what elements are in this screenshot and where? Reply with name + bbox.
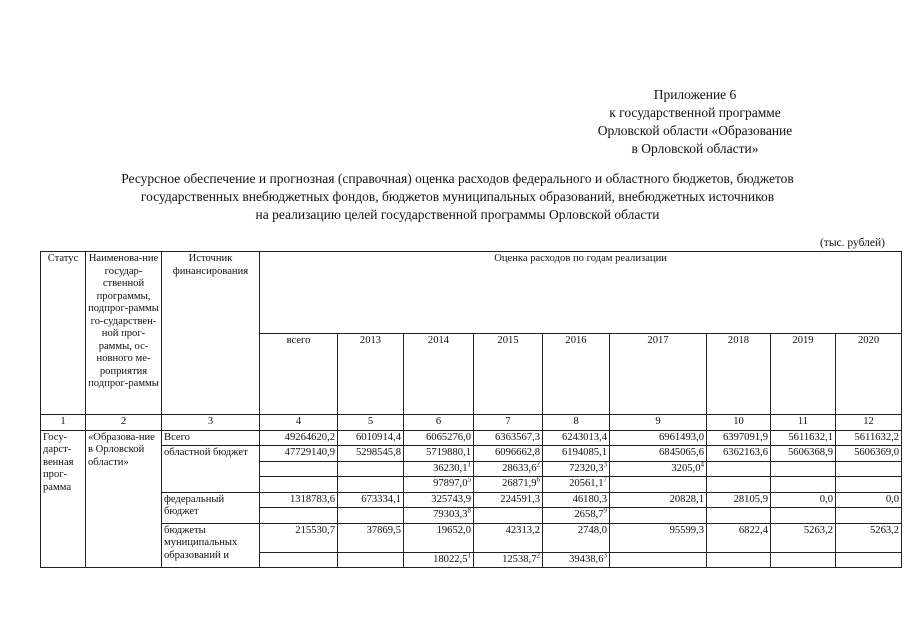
column-number: 11 [771,415,836,431]
column-number: 2 [86,415,162,431]
appendix-line-3: Орловской области «Образование [597,123,793,138]
appendix-block [560,86,830,158]
value-cell: 79303,3$^8$ [404,508,474,524]
status-cell: Госу-дарст-венная прог-рамма [41,430,86,568]
source-label: бюджеты муниципальных образований и [162,523,260,568]
column-number: 3 [162,415,260,431]
table-row-regional [41,446,902,462]
header-year: 2018 [707,333,771,415]
value-cell: 5611632,2 [836,430,902,446]
column-number: 7 [474,415,543,431]
value-cell: 0,0 [771,492,836,508]
value-cell: 47729140,9 [260,446,338,462]
header-year: 2017 [610,333,707,415]
budget-table [40,251,902,568]
value-cell: 97897,0$^5$ [404,477,474,493]
value-cell: 673334,1 [338,492,404,508]
header-year: 2014 [404,333,474,415]
column-number-row [41,415,902,431]
header-year: 2020 [836,333,902,415]
value-cell: 12538,7$^2$ [474,552,543,568]
column-number: 4 [260,415,338,431]
appendix-line-4: в Орловской области» [631,141,759,156]
value-cell: 49264620,2 [260,430,338,446]
title-line-3: на реализацию целей государственной программы Орловской области [255,207,660,222]
header-status: Статус [41,252,86,415]
value-cell: 215530,7 [260,523,338,552]
column-number: 5 [338,415,404,431]
header-estimate: Оценка расходов по годам реализации [260,252,902,334]
value-cell: 0,0 [836,492,902,508]
value-cell: 20561,1$^7$ [543,477,610,493]
column-number: 8 [543,415,610,431]
document-title [40,170,875,224]
value-cell: 5263,2 [771,523,836,552]
value-cell: 26871,9$^6$ [474,477,543,493]
header-row-1 [41,252,902,334]
source-label: федеральный бюджет [162,492,260,523]
value-cell: 6362163,6 [707,446,771,462]
value-cell: 5611632,1 [771,430,836,446]
value-cell: 325743,9 [404,492,474,508]
column-number: 9 [610,415,707,431]
value-cell: 46180,3 [543,492,610,508]
value-cell: 5606368,9 [771,446,836,462]
value-cell: 39438,6$^3$ [543,552,610,568]
value-cell: 6194085,1 [543,446,610,462]
value-cell: 5719880,1 [404,446,474,462]
column-number: 1 [41,415,86,431]
column-number: 12 [836,415,902,431]
source-label: областной бюджет [162,446,260,493]
header-year: 2015 [474,333,543,415]
value-cell: 37869,5 [338,523,404,552]
value-cell: 6096662,8 [474,446,543,462]
source-label: Всего [162,430,260,446]
value-cell: 6845065,6 [610,446,707,462]
value-cell: 5606369,0 [836,446,902,462]
value-cell: 5263,2 [836,523,902,552]
header-total: всего [260,333,338,415]
header-year: 2019 [771,333,836,415]
value-cell: 42313,2 [474,523,543,552]
value-cell: 2748,0 [543,523,610,552]
header-year: 2016 [543,333,610,415]
table-row-federal [41,492,902,508]
column-number: 10 [707,415,771,431]
value-cell: 6961493,0 [610,430,707,446]
value-cell: 95599,3 [610,523,707,552]
appendix-line-2: к государственной программе [609,105,781,120]
value-cell: 6243013,4 [543,430,610,446]
value-cell: 36230,1$^1$ [404,461,474,477]
value-cell: 3205,0$^4$ [610,461,707,477]
value-cell: 20828,1 [610,492,707,508]
value-cell: 6822,4 [707,523,771,552]
title-line-1: Ресурсное обеспечение и прогнозная (справочная) оценка расходов федерального и областного бюджетов, бюджетов [121,171,794,186]
value-cell: 6065276,0 [404,430,474,446]
column-number: 6 [404,415,474,431]
value-cell: 18022,5$^1$ [404,552,474,568]
value-cell: 5298545,8 [338,446,404,462]
header-name: Наименова-ние государ-ственной программы, подпрог-раммы го-сударствен-ной прог-раммы, ос-новного ме-роприятия подпрог-раммы [86,252,162,415]
appendix-line-1: Приложение 6 [653,87,737,102]
table-row-municipal [41,523,902,552]
value-cell: 224591,3 [474,492,543,508]
units-label: (тыс. рублей) [819,237,885,249]
value-cell: 6363567,3 [474,430,543,446]
header-year: 2013 [338,333,404,415]
value-cell: 6010914,4 [338,430,404,446]
value-cell: 6397091,9 [707,430,771,446]
table-row-all [41,430,902,446]
value-cell: 28105,9 [707,492,771,508]
value-cell: 19652,0 [404,523,474,552]
title-line-2: государственных внебюджетных фондов, бюджетов муниципальных образований, внебюджетных источников [140,189,775,204]
program-name-cell: «Образова-ние в Орловской области» [86,430,162,568]
value-cell: 72320,3$^3$ [543,461,610,477]
value-cell: 28633,6$^2$ [474,461,543,477]
value-cell: 1318783,6 [260,492,338,508]
header-source: Источник финансирования [162,252,260,415]
value-cell: 2658,7$^9$ [543,508,610,524]
